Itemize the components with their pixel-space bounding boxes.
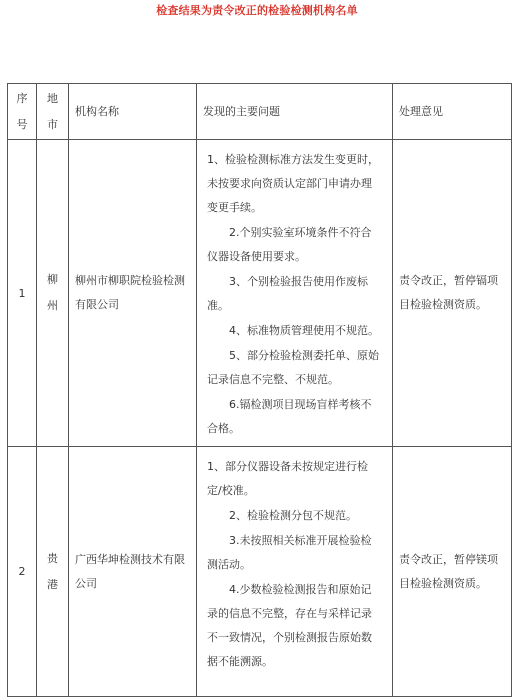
results-table [7, 83, 512, 697]
row-org: 柳州市柳职院检验检测有限公司 [69, 140, 197, 447]
row-issues [197, 140, 393, 447]
issue-item: 4、标准物质管理使用不规范。 [229, 324, 379, 337]
row-city-char: 柳 [47, 273, 58, 286]
header-city-char: 地 [47, 91, 58, 105]
table-row [8, 140, 512, 447]
issue-item: 3.未按照相关标准开展检验检测活动。 [207, 534, 372, 571]
issue-item: 2、检验检测分包不规范。 [229, 509, 357, 522]
issue-item: 1、部分仪器设备未按规定进行检定/校准。 [207, 460, 368, 497]
row-org: 广西华坤检测技术有限公司 [69, 447, 197, 697]
header-action: 处理意见 [393, 84, 512, 140]
row-index: 2 [8, 447, 37, 697]
header-index-char: 序 [16, 91, 28, 105]
row-city [37, 447, 69, 697]
page-title: 检查结果为责令改正的检验检测机构名单 [156, 4, 358, 17]
row-city-char: 贵 [47, 551, 58, 565]
row-city-char: 港 [47, 577, 58, 591]
issue-item: 6.镉检测项目现场盲样考核不合格。 [207, 398, 372, 435]
row-issues [197, 447, 393, 697]
issue-item: 4.少数检验检测报告和原始记录的信息不完整，存在与采样记录不一致情况，个别检测报告原始数据不能溯源。 [207, 583, 372, 668]
issue-item: 3、个别检验报告使用作废标准。 [207, 275, 368, 312]
row-city-char: 州 [47, 299, 58, 312]
header-issues: 发现的主要问题 [197, 84, 393, 140]
table-header-row [8, 84, 512, 140]
row-action: 责令改正，暂停镉项目检验检测资质。 [393, 140, 512, 447]
table-row [8, 447, 512, 697]
issue-item: 1、检验检测标准方法发生变更时，未按要求向资质认定部门申请办理变更手续。 [207, 153, 379, 214]
header-index-char: 号 [16, 117, 28, 131]
header-org: 机构名称 [69, 84, 197, 140]
row-index: 1 [8, 140, 37, 447]
header-city [37, 84, 69, 140]
header-city-char: 市 [47, 117, 58, 131]
issue-item: 2.个别实验室环境条件不符合仪器设备使用要求。 [207, 226, 372, 263]
header-index [8, 84, 37, 140]
issue-item: 5、部分检验检测委托单、原始记录信息不完整、不规范。 [207, 349, 379, 386]
row-city [37, 140, 69, 447]
row-action: 责令改正，暂停镁项目检验检测资质。 [393, 447, 512, 697]
